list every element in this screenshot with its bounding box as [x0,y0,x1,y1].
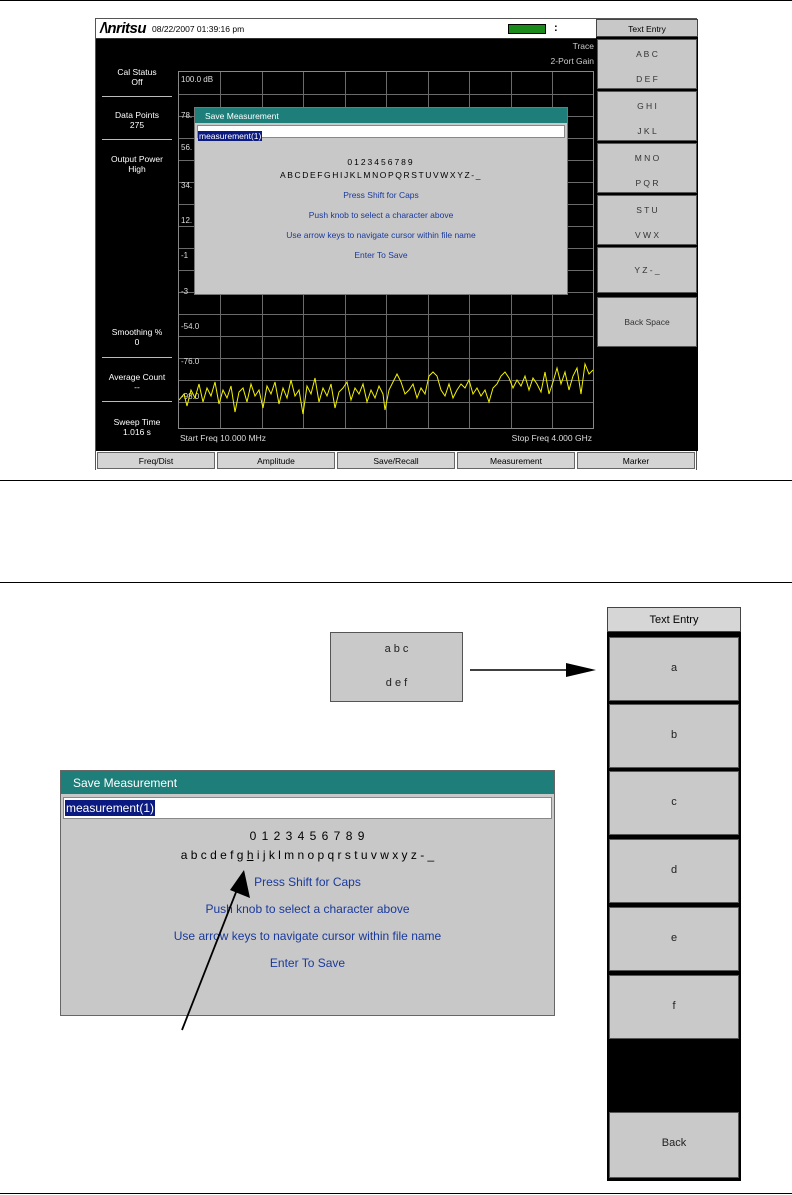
sweep-time-value: 1.016 s [123,427,151,437]
arrow-right-icon [470,650,610,690]
key-abc-def[interactable] [597,39,697,89]
divider [102,96,172,97]
start-freq: Start Freq 10.000 MHz [180,433,266,443]
y-label: 12. [181,216,193,225]
digit-row[interactable]: 0123456789 [347,157,415,167]
y-label: 100.0 dB [181,75,214,84]
menu-amplitude[interactable]: Amplitude [217,452,335,469]
key-label: a b c [384,643,409,655]
text-entry-panel [607,607,741,1181]
average-count-title: Average Count [108,372,166,382]
back-button[interactable] [609,1112,739,1178]
data-points-value: 275 [129,120,145,130]
key-a[interactable] [609,637,739,701]
filename-value: measurement(1) [66,801,155,815]
filename-input[interactable] [197,125,565,141]
letter-row[interactable] [61,848,554,862]
key-label: D E F [636,74,658,84]
dialog-title: Save Measurement [61,771,554,794]
key-label: d e f [385,677,408,689]
callout-arrow-icon [170,860,270,1040]
key-label: J K L [637,126,657,136]
menu-freq-dist[interactable]: Freq/Dist [97,452,215,469]
softkey-title: Text Entry [596,19,698,37]
smoothing-value: 0 [134,337,140,347]
y-label: -3 [181,287,189,296]
data-points-title: Data Points [115,110,159,120]
smoothing [96,327,178,347]
hint-enter: Enter To Save [354,250,408,260]
divider [102,139,172,140]
y-label: 56. [181,143,193,152]
key-label: S T U [636,205,658,215]
key-label: b [670,729,678,741]
key-yz[interactable] [597,247,697,293]
key-label: Back [661,1137,687,1149]
key-label: A B C [636,49,658,59]
key-c[interactable] [609,771,739,835]
output-power-value: High [128,164,146,174]
menu-measurement[interactable]: Measurement [457,452,575,469]
letters-before: a b c d e f g [180,848,247,862]
hint-knob: Push knob to select a character above [308,210,454,220]
key-d[interactable] [609,839,739,903]
divider [102,357,172,358]
y-label: -1 [181,251,189,260]
hint-arrows: Use arrow keys to navigate cursor within file name [286,230,476,240]
brand-logo: /\nritsu [100,20,147,37]
key-label: Y Z - _ [634,265,660,275]
save-measurement-dialog [194,107,568,295]
bottom-rule [0,1193,792,1194]
hint-arrows: Use arrow keys to navigate cursor within file name [173,929,442,943]
cal-status [96,67,178,87]
key-b[interactable] [609,704,739,768]
key-backspace[interactable] [597,297,697,347]
key-label: Back Space [624,317,670,327]
top-rule [0,0,792,1]
trace-label: Trace [572,41,594,51]
y-label: 34. [181,181,193,190]
average-count-value: -- [134,382,140,392]
key-mno-pqr[interactable] [597,143,697,193]
measurement-label: 2-Port Gain [550,56,594,66]
status-bar [96,19,596,39]
key-f[interactable] [609,975,739,1039]
battery-icon [508,24,546,34]
key-label: d [670,864,678,876]
hint-shift: Press Shift for Caps [343,190,419,200]
key-abc-def-lowercase[interactable] [330,632,463,702]
letter-row[interactable]: ABCDEFGHIJKLMNOPQRSTUVWXYZ-_ [279,170,483,180]
bottom-menu [96,451,696,470]
key-stu-vwx[interactable] [597,195,697,245]
key-label: P Q R [635,178,659,188]
digit-row[interactable]: 0 1 2 3 4 5 6 7 8 9 [249,829,366,843]
section-rule [0,582,792,583]
key-ghi-jkl[interactable] [597,91,697,141]
key-label: G H I [637,101,657,111]
key-e[interactable] [609,907,739,971]
filename-value: measurement(1) [199,131,262,141]
hint-knob: Push knob to select a character above [205,902,410,916]
datetime: 08/22/2007 01:39:16 pm [152,24,245,34]
hint-shift: Press Shift for Caps [254,875,361,889]
key-label: a [670,662,678,674]
sweep-time [96,417,178,437]
smoothing-title: Smoothing % [111,327,163,337]
y-label: 78. [181,111,193,120]
data-points [96,110,178,130]
output-power-title: Output Power [111,154,163,164]
stop-freq: Stop Freq 4.000 GHz [511,433,592,443]
cal-status-title: Cal Status [117,67,157,77]
status-indicator: : [554,22,558,34]
filename-input[interactable] [63,797,552,819]
dialog-title: Save Measurement [195,108,567,123]
hint-enter: Enter To Save [269,956,346,970]
output-power [96,154,178,174]
key-label: c [671,796,677,808]
softkey-panel [596,19,698,451]
section-rule [0,480,792,481]
menu-save-recall[interactable]: Save/Recall [337,452,455,469]
y-label: -98.0 [181,392,200,401]
y-label: -54.0 [181,322,200,331]
key-label: e [670,932,678,944]
panel-title: Text Entry [607,607,741,632]
divider [102,401,172,402]
key-label: V W X [634,230,660,240]
y-label: -76.0 [181,357,200,366]
key-label: f [672,1000,676,1012]
menu-marker[interactable]: Marker [577,452,695,469]
instrument-screen [95,18,697,470]
sweep-time-title: Sweep Time [113,417,161,427]
cal-status-value: Off [131,77,143,87]
selected-letter[interactable]: h [246,848,254,862]
key-label: M N O [634,153,660,163]
save-measurement-dialog-enlarged [60,770,555,1016]
average-count [96,372,178,392]
letters-after: i j k l m n o p q r s t u v w x y z - _ [253,848,435,862]
